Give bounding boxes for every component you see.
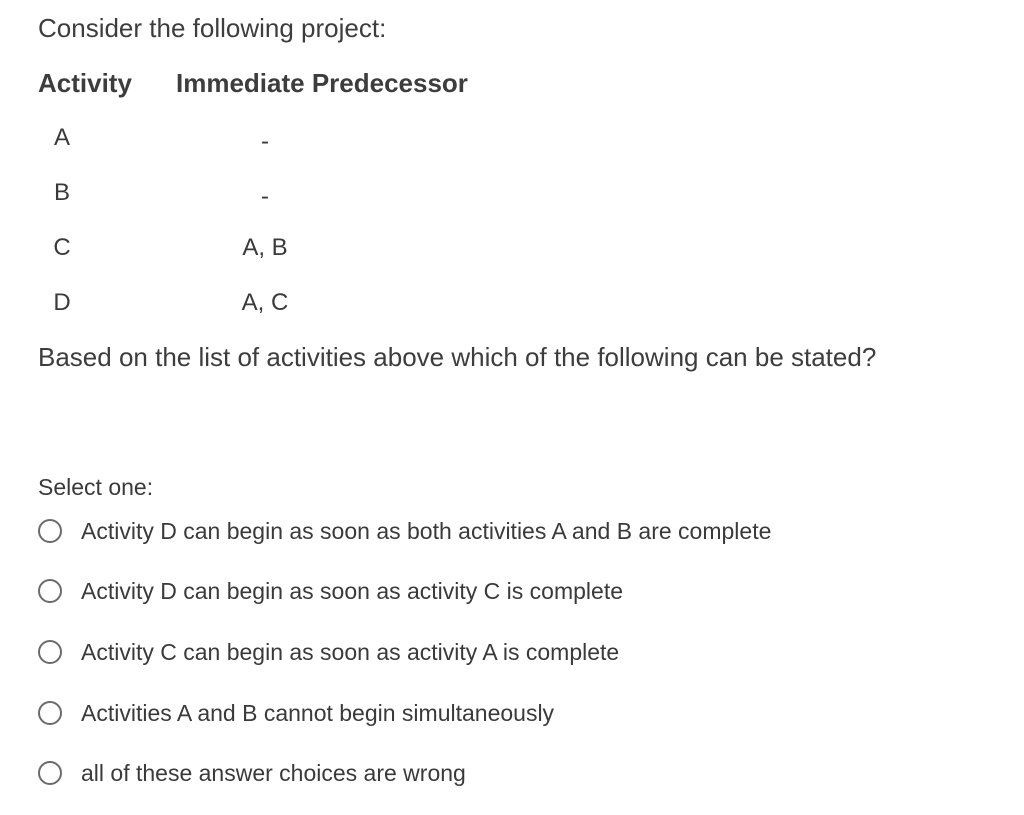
table-row-activity: B xyxy=(53,179,70,206)
radio-button-icon[interactable] xyxy=(38,579,62,603)
table-row-predecessor: A, C xyxy=(241,289,289,316)
answer-option-label[interactable]: Activities A and B cannot begin simultaneously xyxy=(81,700,555,726)
answer-option-label[interactable]: Activity D can begin as soon as both activities A and B are complete xyxy=(81,518,772,544)
radio-button-icon[interactable] xyxy=(38,701,62,725)
table-row-activity: C xyxy=(53,234,71,261)
table-row-predecessor: - xyxy=(261,128,269,155)
answer-option-4[interactable] xyxy=(38,696,554,730)
table-row-activity: A xyxy=(53,124,70,151)
table-row-predecessor: A, B xyxy=(242,234,288,261)
select-one-prompt: Select one: xyxy=(38,474,154,500)
intro-text: Consider the following project: xyxy=(38,13,387,43)
table-row-predecessor: - xyxy=(261,183,269,210)
answer-option-5[interactable] xyxy=(38,756,466,790)
radio-button-icon[interactable] xyxy=(38,761,62,785)
header-activity: Activity xyxy=(38,68,132,98)
header-immediate-predecessor: Immediate Predecessor xyxy=(176,68,468,98)
table-row-activity: D xyxy=(53,289,71,316)
radio-button-icon[interactable] xyxy=(38,640,62,664)
answer-option-1[interactable] xyxy=(38,514,771,548)
question-text: Based on the list of activities above which of the following can be stated? xyxy=(38,342,877,372)
answer-option-label[interactable]: Activity D can begin as soon as activity C is complete xyxy=(81,578,624,604)
radio-button-icon[interactable] xyxy=(38,519,62,543)
answer-option-2[interactable] xyxy=(38,574,623,608)
answer-option-label[interactable]: all of these answer choices are wrong xyxy=(81,760,466,786)
answer-option-label[interactable]: Activity C can begin as soon as activity A is complete xyxy=(81,639,620,665)
answer-option-3[interactable] xyxy=(38,635,619,669)
